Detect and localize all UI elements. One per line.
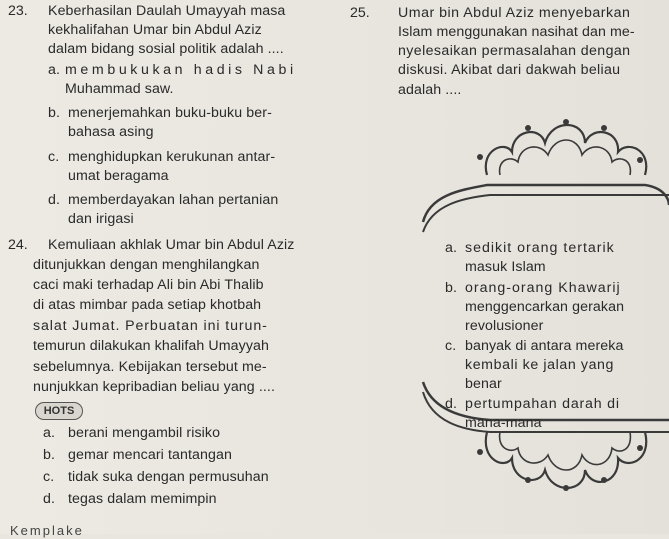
q25-option-c-cont: kembali ke jalan yang (465, 357, 615, 373)
q23-option-b-letter: b. (48, 105, 61, 121)
q25-option-a-cont: masuk Islam (465, 259, 546, 275)
q24-option-d-letter: d. (43, 491, 56, 507)
q24-stem-line: salat Jumat. Perbuatan ini turun- (33, 318, 268, 334)
q24-option-c: tidak suka dengan permusuhan (68, 469, 269, 485)
q25-option-d-letter: d. (445, 396, 458, 412)
q23-stem-line: kekhalifahan Umar bin Abdul Aziz (48, 22, 262, 38)
q23-option-d-letter: d. (48, 192, 61, 208)
q23-option-a-cont: Muhammad saw. (65, 81, 174, 97)
q24-option-b-letter: b. (43, 447, 56, 463)
q24-option-a-letter: a. (43, 425, 56, 441)
footer-fragment: Kemplake (10, 523, 84, 538)
q24-option-d: tegas dalam memimpin (68, 491, 217, 507)
q25-stem-line: nyelesaikan permasalahan dengan (398, 43, 631, 59)
q23-option-b-cont: bahasa asing (68, 124, 154, 140)
q23-option-d-cont: dan irigasi (68, 211, 134, 227)
q25-option-a: sedikit orang tertarik (465, 240, 615, 256)
q24-option-a: berani mengambil risiko (68, 425, 221, 441)
q24-option-c-letter: c. (43, 469, 55, 485)
q23-option-a-letter: a. (48, 62, 61, 78)
q25-stem-line: adalah .... (398, 82, 462, 98)
q25-option-b: orang-orang Khawarij (465, 280, 621, 296)
q25-option-d-cont: mana-mana (465, 415, 542, 431)
q25-option-d: pertumpahan darah di (465, 396, 620, 412)
q25-option-c-cont: benar (465, 376, 502, 392)
q23-option-c-cont: umat beragama (68, 168, 169, 184)
q23-option-c: menghidupkan kerukunan antar- (68, 149, 276, 165)
q25-stem-line: diskusi. Akibat dari dakwah beliau (398, 62, 621, 78)
q23-option-a: membukukan hadis Nabi (65, 62, 297, 78)
q24-stem-line: di atas mimbar pada setiap khotbah (33, 297, 262, 313)
q24-stem-line: Kemuliaan akhlak Umar bin Abdul Aziz (48, 237, 295, 253)
q23-stem-line: Keberhasilan Daulah Umayyah masa (48, 3, 286, 19)
q25-stem-line: Islam menggunakan nasihat dan me- (398, 24, 635, 40)
q25-number: 25. (350, 5, 370, 21)
q24-stem-line: sebelumnya. Kebijakan tersebut me- (33, 359, 267, 375)
q25-stem-line: Umar bin Abdul Aziz menyebarkan (398, 5, 631, 21)
q23-stem-line: dalam bidang sosial politik adalah .... (48, 41, 284, 57)
q24-stem-line: caci maki terhadap Ali bin Abi Thalib (33, 277, 264, 293)
q23-option-b: menerjemahkan buku-buku ber- (68, 105, 272, 121)
hots-badge: HOTS (35, 402, 83, 420)
q25-option-c: banyak di antara mereka (465, 338, 624, 354)
q24-stem-line: ditunjukkan dengan menghilangkan (33, 257, 260, 273)
q25-option-b-letter: b. (445, 280, 458, 296)
q23-number: 23. (8, 3, 28, 19)
q25-option-a-letter: a. (445, 240, 458, 256)
q23-option-c-letter: c. (48, 149, 60, 165)
q24-option-b: gemar mencari tantangan (68, 447, 232, 463)
q24-number: 24. (8, 237, 28, 253)
q25-option-b-cont: revolusioner (465, 318, 544, 334)
q23-option-d: memberdayakan lahan pertanian (68, 192, 279, 208)
q25-option-c-letter: c. (445, 338, 457, 354)
q24-stem-line: temurun dilakukan khalifah Umayyah (33, 338, 270, 354)
q24-stem-line: nunjukkan kepribadian beliau yang .... (33, 379, 276, 395)
q25-option-b-cont: menggencarkan gerakan (465, 299, 625, 315)
